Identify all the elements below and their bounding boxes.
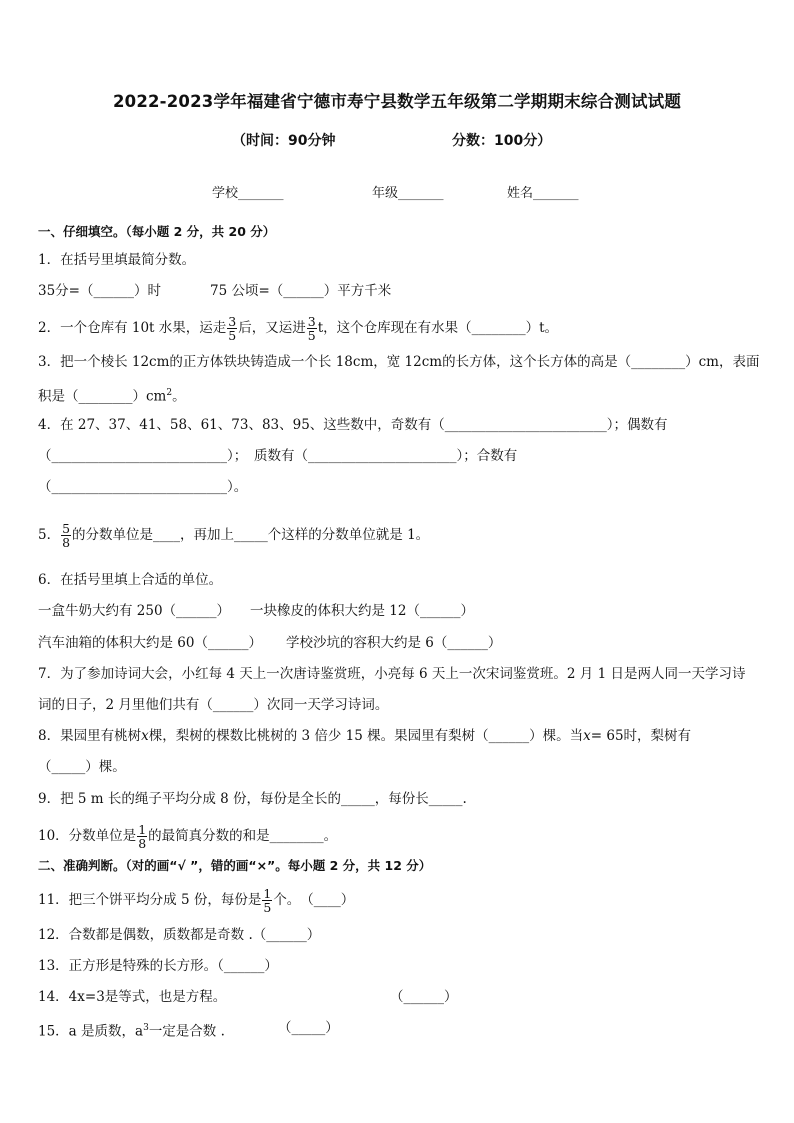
question-8-text-2: 棵，梨树的棵数比桃树的 3 倍少 15 棵。果园里有梨树（______）棵。当 <box>148 728 584 744</box>
question-5-text: 的分数单位是____，再加上_____个这样的分数单位就是 1。 <box>72 527 430 543</box>
question-14-answer-blank[interactable]: （______） <box>390 989 458 1005</box>
name-field[interactable]: 姓名_______ <box>507 186 579 201</box>
fraction <box>137 823 147 850</box>
fraction <box>262 887 272 914</box>
question-6-part-c: 汽车油箱的体积大约是 60（______） <box>38 635 262 651</box>
question-10 <box>38 823 337 850</box>
question-12-text: 12．合数都是偶数，质数都是奇数 .（______） <box>38 927 321 943</box>
question-8-line-2: （_____）棵。 <box>38 759 126 775</box>
question-8-line-1 <box>38 726 691 746</box>
fraction <box>307 315 317 342</box>
fraction-numerator: 5 <box>62 521 71 536</box>
fraction-denominator: 5 <box>228 328 237 343</box>
question-1-part-b: 75 公顷=（______）平方千米 <box>210 283 392 299</box>
question-2-text-2: 后，又运进 <box>238 320 306 336</box>
fraction-denominator: 8 <box>138 836 147 851</box>
question-2-text-3: t，这个仓库现在有水果（________）t。 <box>317 320 559 336</box>
exam-time: （时间：90分钟 <box>232 133 336 149</box>
question-2 <box>38 315 558 342</box>
question-3-line-2 <box>38 383 186 407</box>
question-6-part-b: 一块橡皮的体积大约是 12（______） <box>250 603 474 619</box>
question-3-text: 积是（________）cm <box>38 388 167 405</box>
question-4-line-3: （__________________________）。 <box>38 479 248 495</box>
variable-x: x <box>141 728 149 744</box>
question-5 <box>38 522 429 549</box>
question-1-part-a: 35分=（______）时 <box>38 283 161 299</box>
question-10-text-1: 10．分数单位是 <box>38 828 137 844</box>
question-3-line-1: 3．把一个棱长 12cm的正方体铁块铸造成一个长 18cm，宽 12cm的长方体，这个长方体的高是（________）cm，表面 <box>38 354 760 370</box>
question-6-text: 6．在括号里填上合适的单位。 <box>38 572 223 588</box>
question-10-text-2: 的最简真分数的和是________。 <box>148 828 338 844</box>
question-5-number: 5． <box>38 527 61 543</box>
section-2-title: 二、准确判断。（对的画“√ ”，错的画“×”。每小题 2 分，共 12 分） <box>38 858 432 873</box>
page-title: 2022-2023学年福建省宁德市寿宁县数学五年级第二学期期末综合测试试题 <box>112 92 682 111</box>
question-4-line-2: （__________________________）； 质数有（______________________）；合数有 <box>38 448 518 464</box>
question-11-text-1: 11．把三个饼平均分成 5 份，每份是 <box>38 892 262 908</box>
grade-field[interactable]: 年级_______ <box>372 186 444 201</box>
question-2-text-1: 2．一个仓库有 10t 水果，运走 <box>38 320 227 336</box>
exam-score: 分数：100分） <box>452 133 552 149</box>
question-15-text-1: 15．a 是质数，a <box>38 1023 144 1040</box>
question-4-line-1: 4．在 27、37、41、58、61、73、83、95、这些数中，奇数有（________________________）；偶数有 <box>38 417 668 433</box>
question-1-text: 1．在括号里填最简分数。 <box>38 252 196 268</box>
question-9-text: 9．把 5 m 长的绳子平均分成 8 份，每份是全长的_____，每份长_____. <box>38 791 467 807</box>
superscript: 2 <box>166 388 173 398</box>
question-13-text: 13．正方形是特殊的长方形。（______） <box>38 958 278 974</box>
fraction <box>61 522 71 549</box>
question-7-line-2: 词的日子，2 月里他们共有（______）次同一天学习诗词。 <box>38 697 389 713</box>
fraction-numerator: 1 <box>263 886 272 901</box>
fraction-numerator: 3 <box>307 314 316 329</box>
question-15-answer-blank[interactable]: （_____） <box>278 1020 339 1036</box>
fraction-denominator: 5 <box>307 328 316 343</box>
question-3-end: 。 <box>172 388 186 405</box>
question-11-text-2: 个。 （____） <box>273 892 355 908</box>
fraction-denominator: 5 <box>263 900 272 915</box>
section-1-title: 一、仔细填空。（每小题 2 分，共 20 分） <box>38 224 276 239</box>
variable-x: x <box>583 728 591 744</box>
question-6-part-d: 学校沙坑的容积大约是 6（______） <box>286 635 502 651</box>
fraction-numerator: 3 <box>228 314 237 329</box>
question-14-text: 14．4x=3是等式，也是方程。 <box>38 989 227 1005</box>
question-15-text-2: 一定是合数 . <box>148 1023 225 1040</box>
question-8-text-1: 8．果园里有桃树 <box>38 728 142 744</box>
school-field[interactable]: 学校_______ <box>212 186 284 201</box>
fraction-numerator: 1 <box>138 822 147 837</box>
fraction <box>227 315 237 342</box>
question-6-part-a: 一盒牛奶大约有 250（______） <box>38 603 231 619</box>
question-7-line-1: 7．为了参加诗词大会，小红每 4 天上一次唐诗鉴赏班，小亮每 6 天上一次宋词鉴赏班。2 月 1 日是两人同一天学习诗 <box>38 666 746 682</box>
superscript: 3 <box>143 1023 149 1033</box>
fraction-denominator: 8 <box>62 535 71 550</box>
question-8-text-3: = 65时，梨树有 <box>590 728 692 744</box>
question-11 <box>38 887 354 914</box>
question-15 <box>38 1018 225 1042</box>
